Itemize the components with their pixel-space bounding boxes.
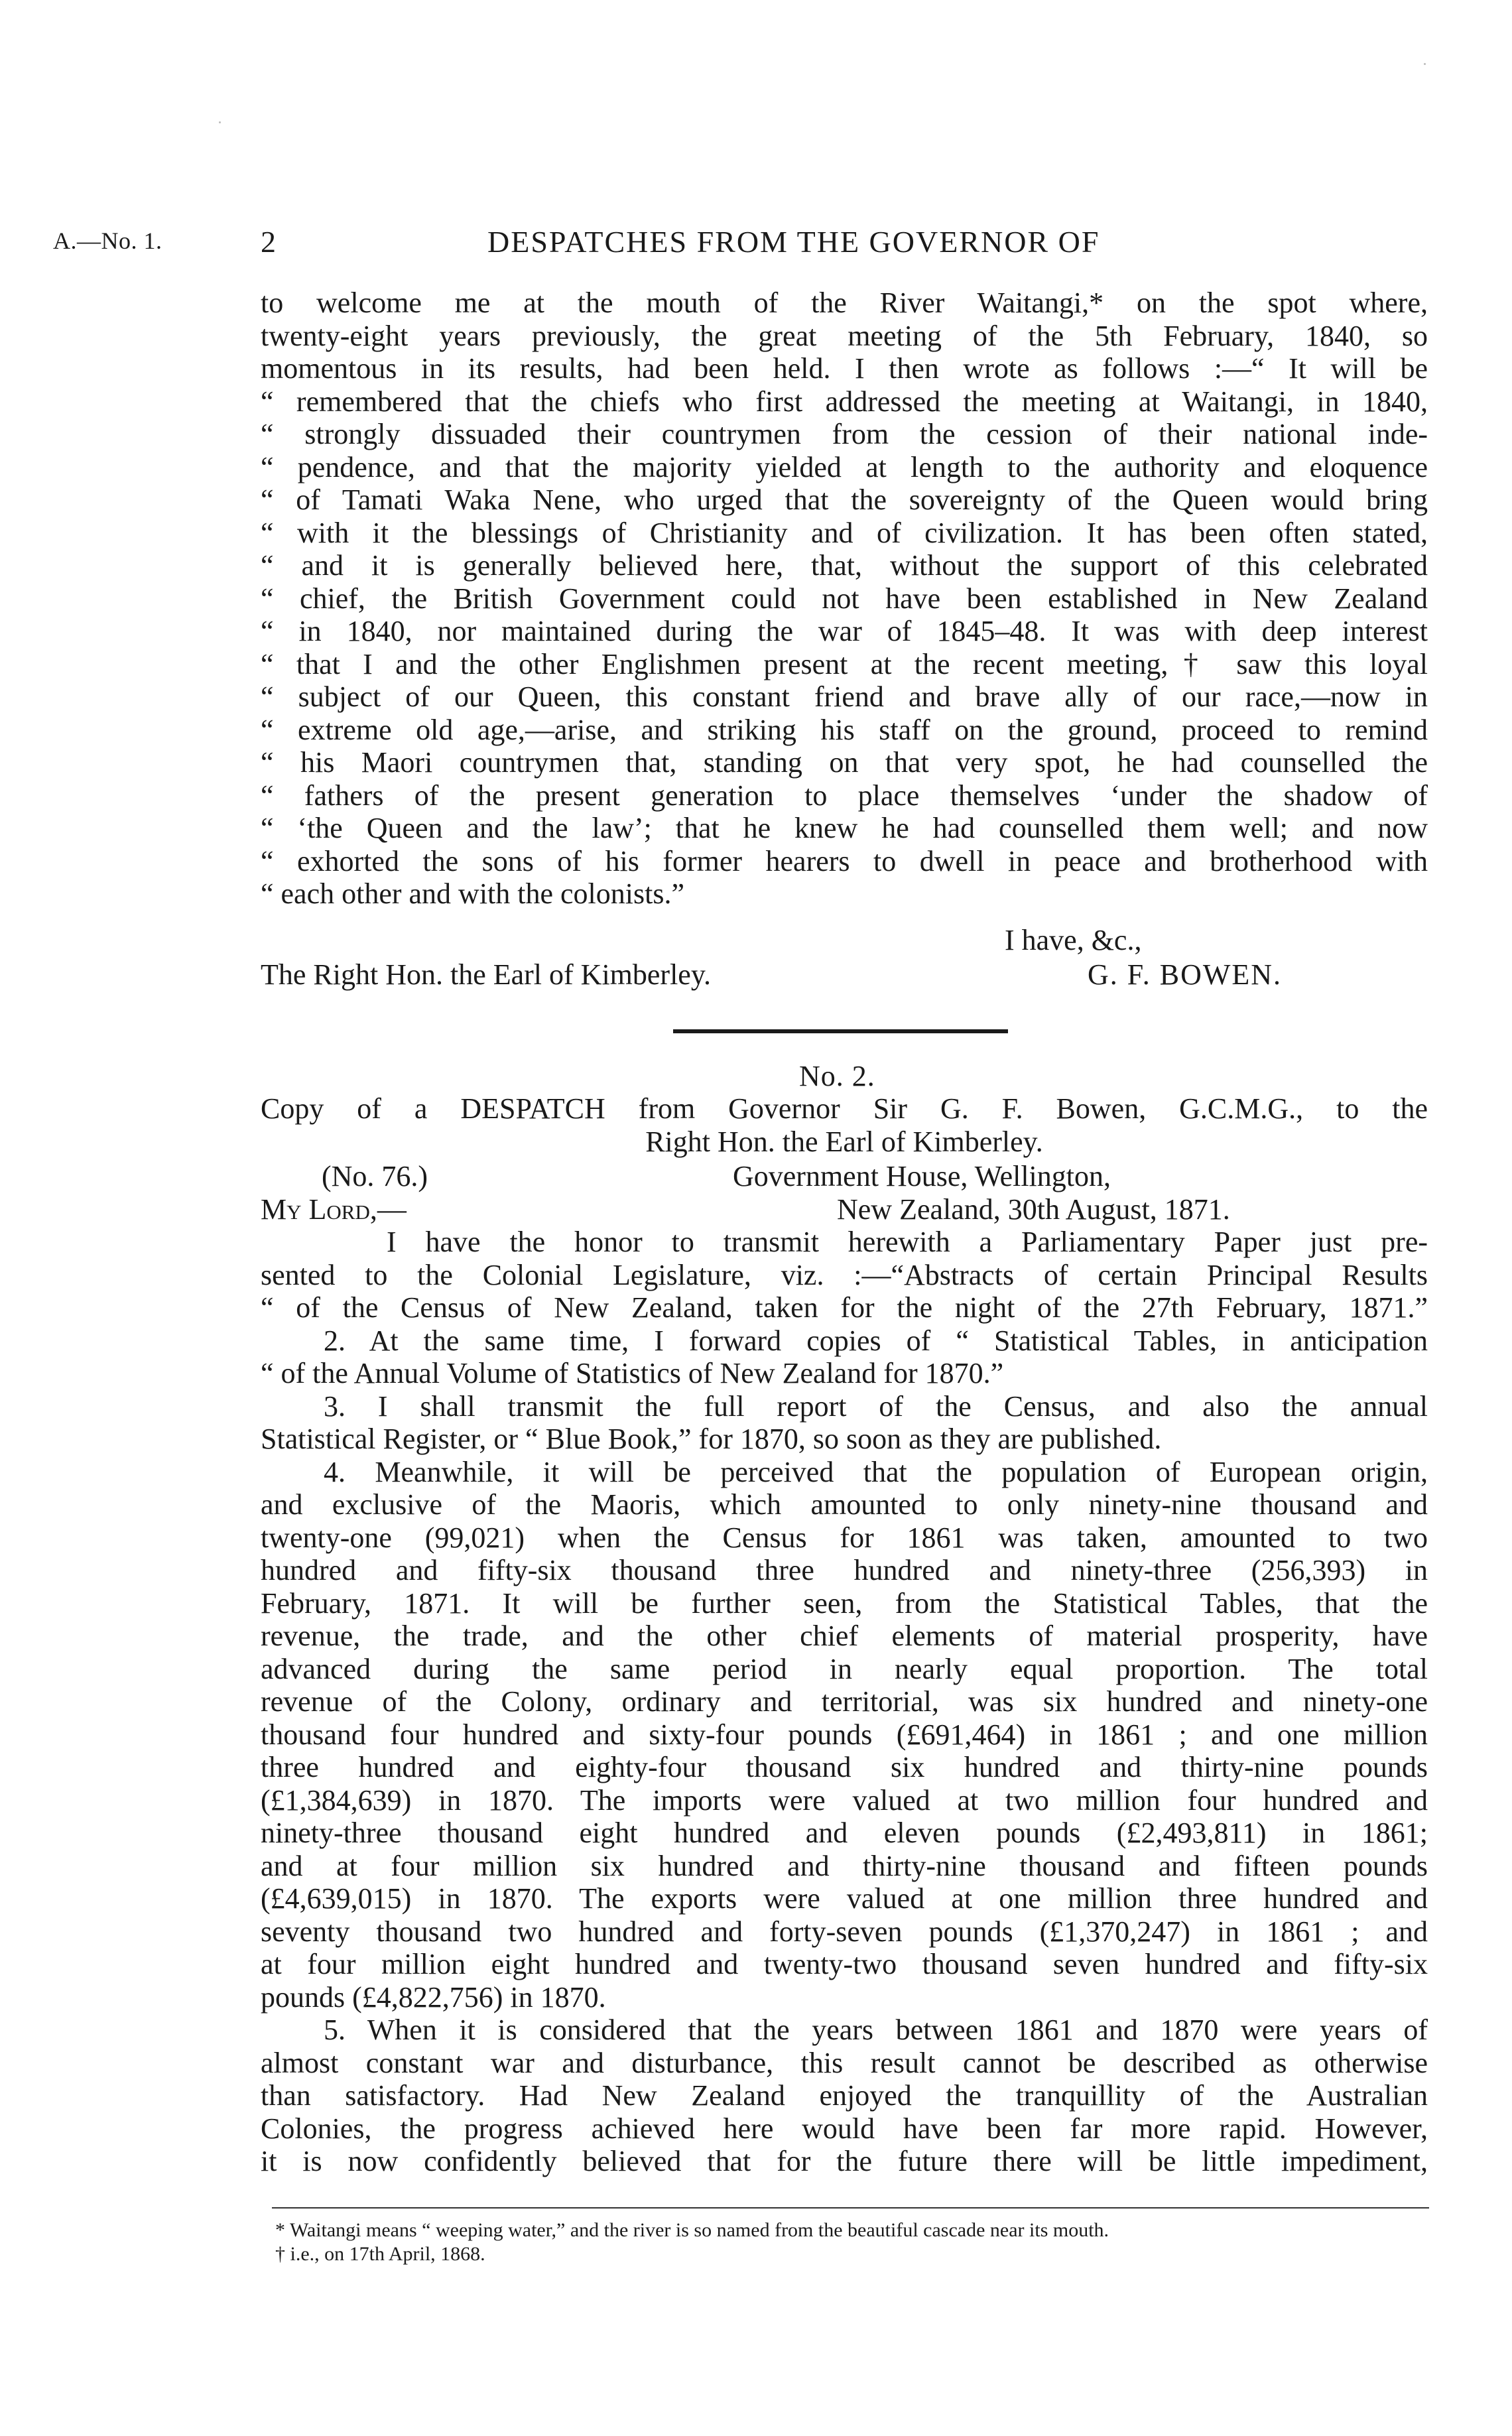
- salutation: My Lord,—: [261, 1193, 407, 1226]
- text-line: advanced during the same period in nearly equal proportion. The total: [261, 1652, 1428, 1685]
- text-line: and at four million six hundred and thirty-nine thousand and fifteen pounds: [261, 1849, 1428, 1882]
- text-line: “ strongly dissuaded their countrymen from the cession of their national inde-: [261, 418, 1428, 450]
- despatch-date: New Zealand, 30th August, 1871.: [837, 1193, 1230, 1226]
- despatch-number: No. 2.: [799, 1060, 875, 1092]
- despatch-place: Government House, Wellington,: [733, 1160, 1111, 1192]
- footnote: † i.e., on 17th April, 1868.: [275, 2243, 485, 2265]
- text-line: “ of the Annual Volume of Statistics of New Zealand for 1870.”: [261, 1357, 1004, 1389]
- text-line: hundred and fifty-six thousand three hundred and ninety-three (256,393) in: [261, 1554, 1428, 1586]
- text-line: almost constant war and disturbance, this result cannot be described as otherwise: [261, 2046, 1428, 2079]
- text-line: sented to the Colonial Legislature, viz. :—“Abstracts of certain Principal Results: [261, 1258, 1428, 1291]
- text-line: and exclusive of the Maoris, which amounted to only ninety-nine thousand and: [261, 1488, 1428, 1521]
- text-line: three hundred and eighty-four thousand six hundred and thirty-nine pounds: [261, 1751, 1428, 1783]
- footnote-divider: [272, 2207, 1429, 2209]
- page-number: 2: [261, 225, 276, 259]
- text-line: ninety-three thousand eight hundred and eleven pounds (£2,493,811) in 1861;: [261, 1817, 1428, 1849]
- text-line: 4. Meanwhile, it will be perceived that the population of European origin,: [324, 1455, 1428, 1488]
- text-line: at four million eight hundred and twenty-two thousand seven hundred and fifty-six: [261, 1948, 1428, 1980]
- section-divider: [673, 1029, 1008, 1033]
- text-line: 2. At the same time, I forward copies of “ Statistical Tables, in anticipation: [324, 1324, 1428, 1357]
- text-line: revenue, the trade, and the other chief elements of material prosperity, have: [261, 1620, 1428, 1652]
- text-line: “ with it the blessings of Christianity and of civilization. It has been often stated,: [261, 516, 1428, 549]
- text-line: than satisfactory. Had New Zealand enjoyed the tranquillity of the Australian: [261, 2079, 1428, 2112]
- despatch-ref-number: (No. 76.): [322, 1160, 428, 1192]
- text-line: thousand four hundred and sixty-four pounds (£691,464) in 1861 ; and one million: [261, 1718, 1428, 1751]
- footnote: * Waitangi means “ weeping water,” and the river is so named from the beautiful cascade near its mouth.: [275, 2219, 1109, 2241]
- text-line: “ exhorted the sons of his former hearers to dwell in peace and brotherhood with: [261, 844, 1428, 877]
- text-line: (£1,384,639) in 1870. The imports were valued at two million four hundred and: [261, 1783, 1428, 1817]
- text-line: “ chief, the British Government could not have been established in New Zealand: [261, 582, 1428, 615]
- text-line: February, 1871. It will be further seen, from the Statistical Tables, that the: [261, 1586, 1428, 1620]
- text-line: (£4,639,015) in 1870. The exports were valued at one million three hundred and: [261, 1882, 1428, 1915]
- text-line: “ and it is generally believed here, that, without the support of this celebrated: [261, 549, 1428, 582]
- text-line: “ pendence, and that the majority yielded at length to the authority and eloquence: [261, 450, 1428, 483]
- previous-despatch-text: [261, 287, 1428, 911]
- signature: G. F. BOWEN.: [1088, 958, 1283, 991]
- text-line: twenty-one (99,021) when the Census for 1861 was taken, amounted to two: [261, 1521, 1428, 1554]
- heading-line: Right Hon. the Earl of Kimberley.: [645, 1125, 1043, 1158]
- text-line: Colonies, the progress achieved here would have been far more rapid. However,: [261, 2112, 1428, 2145]
- text-line: “ in 1840, nor maintained during the war of 1845–48. It was with deep interest: [261, 615, 1428, 647]
- running-title: DESPATCHES FROM THE GOVERNOR OF: [487, 225, 1100, 259]
- heading-line: Copy of a DESPATCH from Governor Sir G. F. Bowen, G.C.M.G., to the: [261, 1092, 1428, 1125]
- text-line: “ subject of our Queen, this constant friend and brave ally of our race,—now in: [261, 680, 1428, 713]
- text-line: 3. I shall transmit the full report of the Census, and also the annual: [324, 1389, 1428, 1423]
- text-line: “ of the Census of New Zealand, taken for the night of the 27th February, 1871.”: [261, 1291, 1428, 1324]
- text-line: “ fathers of the present generation to place themselves ‘under the shadow of: [261, 779, 1428, 812]
- text-line: to welcome me at the mouth of the River Waitangi,* on the spot where,: [261, 287, 1428, 319]
- text-line: “ remembered that the chiefs who first addressed the meeting at Waitangi, in 1840,: [261, 385, 1428, 418]
- text-line: “ that I and the other Englishmen present at the recent meeting,† saw this loyal: [261, 647, 1428, 680]
- despatch-heading: [261, 1092, 1428, 1158]
- scan-speck: [1424, 63, 1426, 65]
- text-line: 5. When it is considered that the years between 1861 and 1870 were years of: [324, 2014, 1428, 2046]
- text-line: it is now confidently believed that for the future there will be little impediment,: [261, 2145, 1428, 2177]
- text-line: revenue of the Colony, ordinary and territorial, was six hundred and ninety-one: [261, 1685, 1428, 1718]
- text-line: I have the honor to transmit herewith a Parliamentary Paper just pre-: [387, 1226, 1428, 1258]
- text-line: Statistical Register, or “ Blue Book,” for 1870, so soon as they are published.: [261, 1423, 1162, 1455]
- text-line: twenty-eight years previously, the great meeting of the 5th February, 1840, so: [261, 319, 1428, 352]
- closing-formula: I have, &c.,: [1005, 924, 1142, 956]
- text-line: “ extreme old age,—arise, and striking his staff on the ground, proceed to remind: [261, 713, 1428, 746]
- text-line: momentous in its results, had been held. I then wrote as follows :—“ It will be: [261, 352, 1428, 385]
- text-line: pounds (£4,822,756) in 1870.: [261, 1980, 606, 2014]
- text-line: “ ‘the Queen and the law’; that he knew he had counselled them well; and now: [261, 812, 1428, 844]
- scan-speck: [219, 121, 221, 123]
- despatch-body: [261, 1226, 1428, 2178]
- addressee: The Right Hon. the Earl of Kimberley.: [261, 958, 711, 991]
- text-line: “ of Tamati Waka Nene, who urged that the sovereignty of the Queen would bring: [261, 483, 1428, 516]
- text-line: “ his Maori countrymen that, standing on that very spot, he had counselled the: [261, 746, 1428, 779]
- text-line: seventy thousand two hundred and forty-seven pounds (£1,370,247) in 1861 ; and: [261, 1915, 1428, 1948]
- document-reference: A.—No. 1.: [53, 227, 162, 254]
- text-line: “ each other and with the colonists.”: [261, 877, 685, 910]
